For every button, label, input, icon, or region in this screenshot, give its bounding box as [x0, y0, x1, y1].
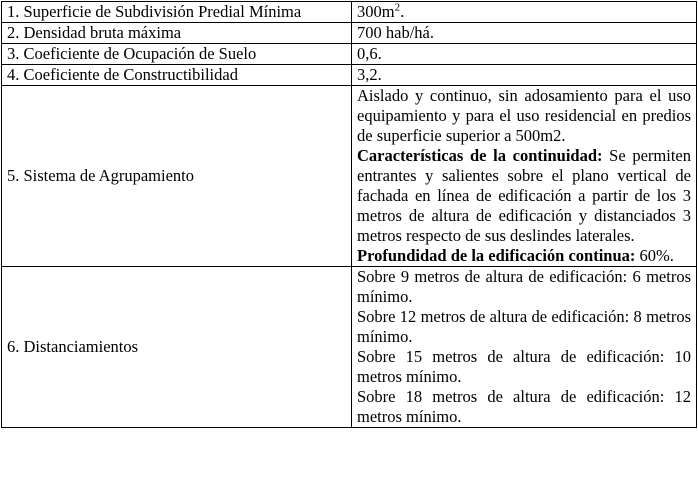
value-occupancy: 0,6.: [352, 44, 697, 65]
depth-heading: Profundidad de la edificación continua:: [357, 246, 636, 265]
table-row-occupancy: [2, 44, 697, 65]
label-constructibility: 4. Coeficiente de Constructibilidad: [2, 65, 352, 86]
distance-item: Sobre 18 metros de altura de edificación: 12 metros mínimo.: [357, 387, 691, 426]
value-subdivision-suffix: .: [400, 2, 405, 21]
value-constructibility: 3,2.: [352, 65, 697, 86]
label-subdivision: 1. Superficie de Subdivisión Predial Mínima: [2, 2, 352, 23]
label-density: 2. Densidad bruta máxima: [2, 23, 352, 44]
table-row-distances: [2, 267, 697, 428]
value-subdivision-sup: 2: [394, 1, 401, 14]
value-density: 700 hab/há.: [352, 23, 697, 44]
depth-text: 60%.: [635, 246, 674, 265]
continuity-heading: Características de la continuidad:: [357, 146, 603, 165]
value-distances: [352, 267, 697, 428]
distance-item: Sobre 15 metros de altura de edificación: 10 metros mínimo.: [357, 347, 691, 386]
value-grouping: [352, 86, 697, 267]
table-row-density: [2, 23, 697, 44]
label-distances: 6. Distanciamientos: [2, 267, 352, 428]
value-subdivision: [352, 2, 697, 23]
value-subdivision-main: 300m: [357, 2, 395, 21]
grouping-paragraph: Aislado y continuo, sin adosamiento para el uso equipamiento y para el uso residencial en predios de superficie superior a 500m2.: [357, 86, 691, 145]
continuity-text: Se permiten entrantes y salientes sobre el plano vertical de fachada en línea de edificación a partir de los 3 metros de altura de edificación y distanciados 3 metros respecto de sus deslindes laterales.: [357, 146, 691, 245]
distance-item: Sobre 9 metros de altura de edificación: 6 metros mínimo.: [357, 267, 691, 306]
label-occupancy: 3. Coeficiente de Ocupación de Suelo: [2, 44, 352, 65]
table-row-grouping: [2, 86, 697, 267]
label-grouping: 5. Sistema de Agrupamiento: [2, 86, 352, 267]
table-row-subdivision: [2, 2, 697, 23]
distance-item: Sobre 12 metros de altura de edificación: 8 metros mínimo.: [357, 307, 691, 346]
table-row-constructibility: [2, 65, 697, 86]
grouping-depth: [357, 246, 691, 266]
grouping-continuity: [357, 146, 691, 246]
norms-table: [1, 1, 697, 428]
